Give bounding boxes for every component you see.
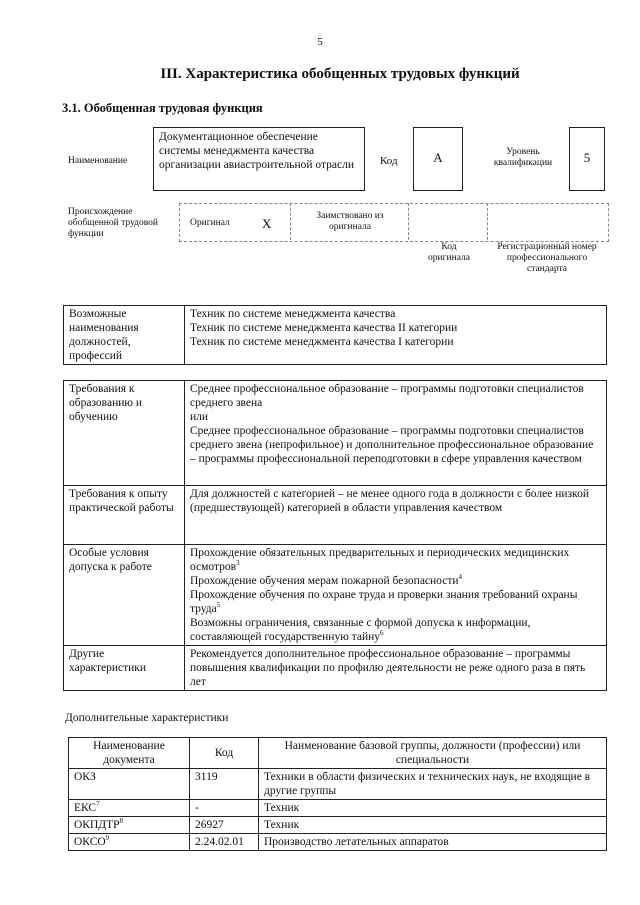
origin-label: Происхождение обобщенной трудовой функции bbox=[68, 207, 158, 239]
table-row bbox=[64, 381, 607, 486]
special-conditions-label: Особые условия допуска к работе bbox=[64, 545, 185, 646]
extra-title: Дополнительные характеристики bbox=[65, 712, 229, 724]
table-row bbox=[69, 834, 607, 851]
experience-value: Для должностей с категорией – не менее одного года в должности с более низкой (предшествующей) категорией в области управления качеством bbox=[185, 486, 607, 545]
doc-cell: ОКПДТР$^8$ bbox=[69, 817, 190, 834]
text-line: Прохождение обучения мерам пожарной безопасности$^4$ bbox=[190, 573, 463, 587]
original-mark: X bbox=[262, 216, 272, 231]
function-name: Документационное обеспечение системы менеджмента качества организации авиастроительной отрасли bbox=[159, 131, 354, 171]
col-header-doc: Наименование документа bbox=[69, 738, 190, 769]
text-line: Возможны ограничения, связанные с формой допуска к информации, составляющей государственную тайну$^6$ bbox=[190, 617, 531, 643]
table-row bbox=[69, 769, 607, 800]
experience-label: Требования к опыту практической работы bbox=[64, 486, 185, 545]
origin-divider-1 bbox=[290, 203, 291, 240]
origin-divider-2 bbox=[408, 203, 409, 240]
borrowed-label: Заимствовано из оригинала bbox=[316, 211, 384, 232]
code-original-label: Код оригинала bbox=[428, 242, 470, 263]
origin-divider-3 bbox=[487, 203, 488, 240]
subsection-title: 3.1. Обобщенная трудовая функция bbox=[62, 101, 263, 115]
doc-cell: ЕКС$^7$ bbox=[69, 800, 190, 817]
position-item: Техник по системе менеджмента качества bbox=[190, 308, 396, 320]
text-line: Прохождение обучения по охране труда и проверки знания требований охраны труда$^5$ bbox=[190, 589, 578, 615]
code-cell: - bbox=[190, 800, 259, 817]
name-cell: Техники в области физических и технических наук, не входящие в другие группы bbox=[259, 769, 607, 800]
code-cell: 3119 bbox=[190, 769, 259, 800]
code-cell: 2.24.02.01 bbox=[190, 834, 259, 851]
doc-cell: ОКСО$^9$ bbox=[69, 834, 190, 851]
table-row bbox=[64, 545, 607, 646]
text-line: или bbox=[190, 411, 209, 423]
original-label: Оригинал bbox=[190, 218, 230, 228]
position-item: Техник по системе менеджмента качества II категории bbox=[190, 322, 458, 334]
code-value: А bbox=[433, 150, 443, 165]
name-cell: Производство летательных аппаратов bbox=[259, 834, 607, 851]
requirements-table bbox=[63, 380, 607, 691]
table-row bbox=[69, 800, 607, 817]
positions-list bbox=[185, 306, 607, 365]
text-line: Среднее профессиональное образование – программы подготовки специалистов среднего звена (непрофильное) и дополнительное профессиональное образование – программы профессиональной переподготовки в сфере управления качеством bbox=[190, 425, 594, 465]
col-header-name: Наименование базовой группы, должности (профессии) или специальности bbox=[259, 738, 607, 769]
page-number: 5 bbox=[317, 36, 323, 48]
name-label: Наименование bbox=[68, 156, 128, 166]
level-label: Уровень квалификации bbox=[493, 147, 553, 168]
position-item: Техник по системе менеджмента качества I категории bbox=[190, 336, 454, 348]
level-value: 5 bbox=[583, 150, 591, 165]
positions-table bbox=[63, 305, 607, 365]
special-conditions-value bbox=[185, 545, 607, 646]
code-label: Код bbox=[380, 155, 398, 167]
doc-cell: ОКЗ bbox=[69, 769, 190, 800]
function-name-box bbox=[153, 127, 365, 191]
text-line: Прохождение обязательных предварительных и периодических медицинских осмотров$^3$ bbox=[190, 547, 570, 573]
education-value bbox=[185, 381, 607, 486]
name-cell: Техник bbox=[259, 817, 607, 834]
positions-label: Возможные наименования должностей, профессий bbox=[64, 306, 185, 365]
text-line: Среднее профессиональное образование – программы подготовки специалистов среднего звена bbox=[190, 383, 584, 409]
code-cell: 26927 bbox=[190, 817, 259, 834]
table-row bbox=[64, 646, 607, 691]
other-value: Рекомендуется дополнительное профессиональное образование – программы повышения квалификации по профилю деятельности не реже одного раза в пять лет bbox=[185, 646, 607, 691]
other-label: Другие характеристики bbox=[64, 646, 185, 691]
table-row bbox=[64, 486, 607, 545]
table-header-row bbox=[69, 738, 607, 769]
code-box bbox=[413, 127, 463, 191]
section-title: III. Характеристика обобщенных трудовых функций bbox=[160, 66, 520, 82]
education-label: Требования к образованию и обучению bbox=[64, 381, 185, 486]
extra-table bbox=[68, 737, 607, 851]
level-box bbox=[569, 127, 605, 191]
name-cell: Техник bbox=[259, 800, 607, 817]
reg-number-label: Регистрационный номер профессионального стандарта bbox=[497, 242, 597, 274]
col-header-code: Код bbox=[190, 738, 259, 769]
table-row bbox=[69, 817, 607, 834]
